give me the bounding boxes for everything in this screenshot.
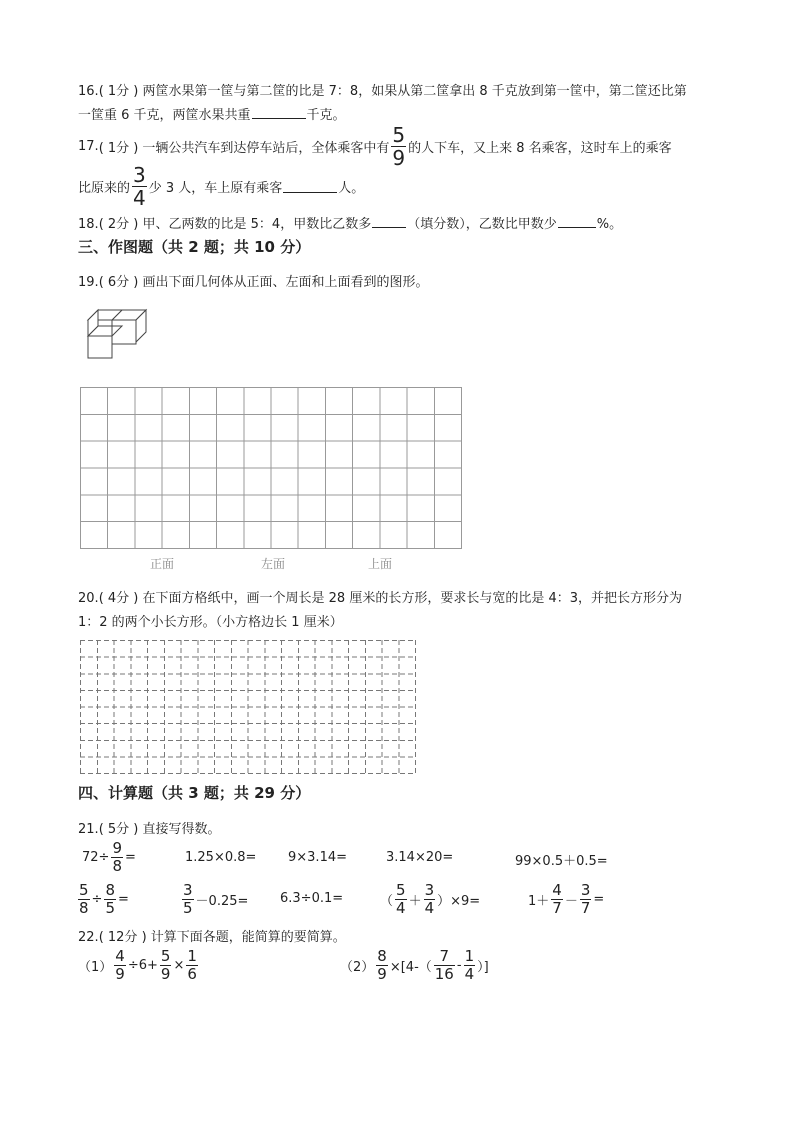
numerator: 4 (115, 946, 125, 965)
q18-line (78, 213, 622, 232)
q22-text: 计算下面各题，能简算的要简算。 (150, 930, 346, 945)
numerator: 7 (434, 949, 455, 966)
q18-text-b: （填分数），乙数比甲数少 (407, 217, 557, 232)
q16-text-a: 一筐重 6 千克，两筐水果共重 (78, 108, 251, 123)
q21-2b-rest: －0.25= (195, 893, 249, 909)
q21-1a-eq: = (124, 849, 136, 865)
open-paren: （ (380, 893, 394, 909)
q22-number: 22. (78, 930, 99, 945)
section3-heading: 三、作图题（共 2 题；共 10 分） (78, 238, 311, 256)
denominator: 9 (160, 964, 171, 983)
numerator: 5 (79, 880, 89, 899)
denominator: 9 (377, 964, 387, 983)
q20-line1 (78, 587, 682, 606)
q21-score: ( 5分 ) (98, 822, 139, 837)
q18-text-c: %。 (596, 217, 623, 232)
q16-number: 16. (78, 84, 99, 99)
minus-operator: － (564, 893, 578, 909)
numerator: 8 (105, 880, 115, 899)
q18-answer-blank-2[interactable] (558, 215, 596, 228)
q17-score: ( 1分 ) (98, 140, 139, 156)
divide-operator: ÷ (91, 891, 103, 907)
q17-frac2-denominator: 4 (133, 185, 146, 210)
denominator: 9 (115, 964, 125, 983)
q22-p2-label: （2） (340, 959, 375, 975)
q22-p2-op2: - (456, 957, 462, 973)
q16-score: ( 1分 ) (98, 84, 139, 99)
q20-line2 (78, 611, 343, 630)
q16-text-b: 千克。 (306, 108, 346, 123)
denominator: 4 (464, 964, 475, 983)
q17-frac1-denominator: 9 (392, 145, 406, 170)
q17-fraction-5-9 (391, 122, 406, 170)
q21-2a-fraction-2 (104, 880, 116, 917)
denominator: 8 (79, 898, 89, 917)
q20-number: 20. (78, 591, 99, 606)
q17-text-b: 的人下车，又上来 8 名乘客，这时车上的乘客 (408, 140, 672, 156)
q21-2a-fraction-1 (78, 880, 90, 917)
plus-operator: ＋ (408, 893, 422, 909)
denominator: 4 (424, 898, 435, 917)
q16-answer-blank[interactable] (252, 106, 306, 119)
q20-text-2: 1：2 的两个小长方形。（小方格边长 1 厘米） (78, 615, 343, 630)
q22-score: ( 12分 ) (98, 930, 147, 945)
q21-item-1d: 3.14×20= (386, 850, 454, 865)
denominator: 16 (434, 964, 454, 983)
numerator: 4 (552, 880, 562, 899)
label-front-view: 正面 (150, 557, 175, 571)
q22-p1-op1: ÷6+ (127, 957, 158, 973)
q22-p2-fraction-2 (434, 946, 455, 983)
q22-line (78, 926, 346, 945)
q17-frac1-numerator: 5 (392, 122, 406, 147)
numerator: 5 (160, 946, 171, 965)
label-top-view: 上面 (368, 557, 393, 571)
q21-item-1c: 9×3.14= (288, 850, 348, 865)
q21-item-2b (180, 880, 248, 918)
equals: = (118, 891, 129, 907)
q17-frac2-numerator: 3 (133, 162, 146, 187)
q17-text-e: 人。 (338, 180, 365, 196)
q17-text-d: 少 3 人，车上原有乘客 (148, 180, 283, 196)
denominator: 7 (552, 898, 562, 917)
denominator: 6 (187, 964, 197, 983)
q21-1a-fraction (111, 838, 123, 875)
q21-2e-fraction-1 (551, 880, 563, 917)
q22-p1-label: （1） (78, 959, 113, 975)
q19-number: 19. (78, 275, 99, 290)
q17-fraction-3-4 (132, 162, 147, 210)
q21-item-1e: 99×0.5＋0.5= (515, 854, 608, 869)
denominator: 5 (105, 898, 115, 917)
q21-2d-fraction-2 (424, 880, 436, 917)
q22-p1-fraction-3 (186, 946, 198, 983)
q18-answer-blank-1[interactable] (372, 215, 406, 228)
q20-score: ( 4分 ) (98, 591, 139, 606)
q22-part-1 (78, 946, 200, 984)
q19-cubes-figure (78, 302, 154, 360)
numerator: 9 (112, 838, 122, 857)
q21-item-2a (76, 880, 129, 918)
q21-item-2d (380, 880, 480, 918)
q22-p1-fraction-1 (114, 946, 126, 983)
q21-item-1a (82, 838, 136, 876)
q21-1a-pre: 72÷ (82, 849, 110, 865)
q16-line2 (78, 104, 346, 123)
numerator: 3 (580, 880, 591, 899)
q21-2e-pre: 1＋ (528, 893, 550, 909)
q17-line2 (78, 162, 365, 210)
q21-item-2c: 6.3÷0.1= (280, 891, 344, 906)
numerator: 3 (424, 880, 435, 899)
q21-item-2e (528, 880, 604, 918)
q22-part-2 (340, 946, 489, 984)
q17-text-a: 一辆公共汽车到达停车站后，全体乘客中有 (142, 140, 390, 156)
q21-2d-fraction-1 (395, 880, 407, 917)
q18-number: 18. (78, 217, 99, 232)
numerator: 5 (396, 880, 406, 899)
q19-answer-grid[interactable] (80, 387, 462, 549)
equals: = (593, 891, 605, 907)
q19-text: 画出下面几何体从正面、左面和上面看到的图形。 (142, 275, 429, 290)
q21-line (78, 818, 221, 837)
q21-2d-rest: ）×9= (437, 893, 481, 909)
label-left-view: 左面 (261, 557, 286, 571)
q20-text-1: 在下面方格纸中，画一个周长是 28 厘米的长方形，要求长与宽的比是 4：3，并把长方形分为 (142, 591, 682, 606)
numerator: 1 (464, 946, 475, 965)
q22-p1-op2: × (173, 957, 185, 973)
denominator: 7 (580, 898, 591, 917)
q17-number: 17. (78, 138, 99, 154)
q20-dashed-grid[interactable] (80, 640, 416, 774)
q19-score: ( 6分 ) (98, 275, 139, 290)
q17-line1 (78, 122, 672, 170)
q21-2b-fraction (182, 880, 194, 917)
q21-item-1b: 1.25×0.8= (185, 850, 257, 865)
q22-p2-fraction-1 (376, 946, 388, 983)
section4-heading: 四、计算题（共 3 题；共 29 分） (78, 784, 311, 802)
numerator: 1 (187, 946, 197, 965)
denominator: 4 (396, 898, 406, 917)
q16-text: 两筐水果第一筐与第二筐的比是 7：8，如果从第二筐拿出 8 千克放到第一筐中，第二筐还比第 (142, 84, 687, 99)
q18-score: ( 2分 ) (98, 217, 139, 232)
q21-number: 21. (78, 822, 99, 837)
q21-2e-fraction-2 (580, 880, 592, 917)
q17-text-c: 比原来的 (78, 180, 131, 196)
q16-line1 (78, 80, 687, 99)
q21-text: 直接写得数。 (142, 822, 221, 837)
q18-text-a: 甲、乙两数的比是 5：4，甲数比乙数多 (142, 217, 372, 232)
numerator: 8 (377, 946, 387, 965)
q22-p1-fraction-2 (160, 946, 172, 983)
q22-p2-op1: ×[4-（ (389, 959, 432, 975)
q17-answer-blank[interactable] (283, 180, 337, 193)
numerator: 3 (183, 880, 193, 899)
denominator: 5 (183, 898, 193, 917)
q19-line (78, 271, 429, 290)
q22-p2-fraction-3 (464, 946, 476, 983)
denominator: 8 (112, 856, 122, 875)
q22-p2-op3: ）] (477, 959, 489, 975)
